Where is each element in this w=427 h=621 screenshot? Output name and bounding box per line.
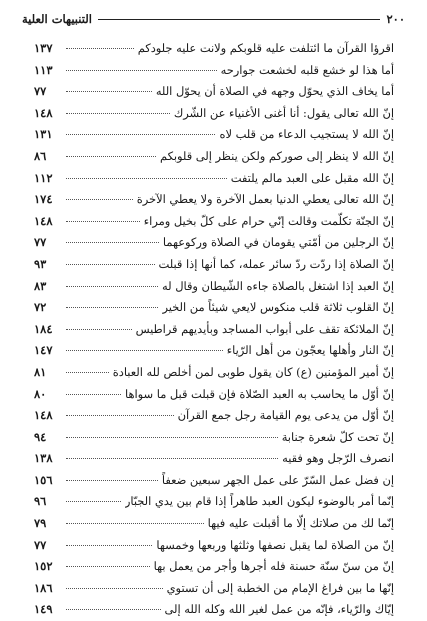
index-entry <box>34 146 394 168</box>
entry-page-number: ١١٣ <box>34 62 53 77</box>
entry-text: إنّها ما بين فراغ الإمام من الخطبة إلى أن تستوي <box>166 580 394 595</box>
entry-text: إنّ الملائكة تقف على أبواب المساجد وبأيديهم قراطيس <box>135 321 394 336</box>
entry-page-number: ٧٩ <box>34 516 47 531</box>
page-number: ٢٠٠ <box>386 12 405 26</box>
entry-page-number: ١٤٨ <box>34 213 53 228</box>
entry-page-number: ١٤٨ <box>34 408 53 423</box>
entry-text: إنّ الله مقبل على العبد مالم يلتفت <box>230 170 394 185</box>
dot-leader <box>66 70 217 71</box>
dot-leader <box>66 437 278 438</box>
index-entry <box>34 60 394 82</box>
index-entry <box>34 470 394 492</box>
index-entry <box>34 254 394 276</box>
dot-leader <box>66 242 159 243</box>
entry-text: إنّ الله تعالى يعطي الدنيا بعمل الآخرة ولا يعطي الآخرة <box>136 192 394 207</box>
entry-page-number: ١٥٢ <box>34 559 53 574</box>
entry-page-number: ١٨٦ <box>34 580 53 595</box>
index-entry <box>34 535 394 557</box>
dot-leader <box>66 609 161 610</box>
index-entry <box>34 556 394 578</box>
entry-page-number: ١٣١ <box>34 127 53 142</box>
entry-page-number: ٧٧ <box>34 537 47 552</box>
dot-leader <box>66 545 152 546</box>
dot-leader <box>66 156 156 157</box>
entry-text: إنّ أوّل من يدعى يوم القيامة رجل جمع القرآن <box>177 408 394 423</box>
entry-page-number: ٨١ <box>34 364 47 379</box>
entry-text: إنّ أمير المؤمنين (ع) كان يقول طوبى لمن أخلص لله العبادة <box>112 364 394 379</box>
dot-leader <box>66 199 133 200</box>
index-entry <box>34 513 394 535</box>
index-entry <box>34 81 394 103</box>
index-list <box>34 38 394 621</box>
entry-page-number: ٨٦ <box>34 148 47 163</box>
entry-text: أما يخاف الذي يحوّل وجهه في الصلاة أن يحوّل الله <box>155 84 394 99</box>
index-entry <box>34 124 394 146</box>
index-entry <box>34 599 394 621</box>
entry-page-number: ١٤٩ <box>34 602 53 617</box>
index-entry <box>34 405 394 427</box>
dot-leader <box>66 286 158 287</box>
entry-page-number: ٩٤ <box>34 429 47 444</box>
running-title: التنبيهات العلية <box>22 12 92 26</box>
entry-page-number: ١٤٨ <box>34 105 53 120</box>
entry-text: انصرف الرّجل وهو فقيه <box>282 451 394 466</box>
entry-text: إنّ العبد إذا اشتغل بالصلاة جاءه الشّيطان وقال له <box>162 278 394 293</box>
dot-leader <box>66 307 158 308</box>
index-entry <box>34 38 394 60</box>
entry-text: إنّ الله لا ينظر إلى صوركم ولكن ينظر إلى قلوبكم <box>160 148 394 163</box>
index-entry <box>34 211 394 233</box>
dot-leader <box>66 264 155 265</box>
dot-leader <box>66 480 158 481</box>
entry-page-number: ١٥٦ <box>34 472 53 487</box>
entry-page-number: ٧٧ <box>34 84 47 99</box>
dot-leader <box>66 91 152 92</box>
entry-page-number: ١٨٤ <box>34 321 53 336</box>
entry-text: إنّ الصلاة إذا ردّت ردّ سائر عمله، كما أنها إذا قبلت <box>158 256 394 271</box>
entry-text: إنّما لك من صلاتك إلّا ما أقبلت عليه فيها <box>207 516 394 531</box>
entry-page-number: ٧٢ <box>34 300 47 315</box>
page-header <box>22 10 405 28</box>
entry-text: إيّاك والرّياء، فإنّه من عمل لغير الله وكله الله إلى <box>164 602 394 617</box>
header-rule <box>98 19 381 20</box>
entry-text: إنّ الرجلين من أمّتي يقومان في الصلاة وركوعهما <box>162 235 394 250</box>
dot-leader <box>66 329 132 330</box>
entry-text: إنّ الجنّة تكلّمت وقالت إنّي حرام على كلّ بخيل ومراء <box>143 213 394 228</box>
index-entry <box>34 189 394 211</box>
dot-leader <box>66 178 227 179</box>
dot-leader <box>66 501 121 502</box>
dot-leader <box>66 134 215 135</box>
entry-page-number: ٧٧ <box>34 235 47 250</box>
entry-page-number: ١١٢ <box>34 170 53 185</box>
index-entry <box>34 578 394 600</box>
dot-leader <box>66 350 223 351</box>
entry-text: إنّ الله لا يستجيب الدعاء من قلب لاه <box>219 127 394 142</box>
dot-leader <box>66 415 174 416</box>
index-entry <box>34 427 394 449</box>
dot-leader <box>66 48 134 49</box>
entry-text: أما هذا لو خشع قلبه لخشعت جوارحه <box>220 62 394 77</box>
entry-page-number: ١٤٧ <box>34 343 53 358</box>
entry-page-number: ١٣٧ <box>34 41 53 55</box>
index-entry <box>34 232 394 254</box>
entry-page-number: ٨٣ <box>34 278 47 293</box>
entry-page-number: ١٧٤ <box>34 192 53 207</box>
index-entry <box>34 297 394 319</box>
entry-page-number: ٨٠ <box>34 386 47 401</box>
index-entry <box>34 384 394 406</box>
index-entry <box>34 340 394 362</box>
entry-text: إنّ تحت كلّ شعرة جنابة <box>281 429 394 444</box>
entry-page-number: ١٣٨ <box>34 451 53 466</box>
dot-leader <box>66 588 163 589</box>
entry-text: إنّ من الصلاة لما يقبل نصفها وثلثها وربعها وخمسها <box>156 537 394 552</box>
dot-leader <box>66 221 140 222</box>
index-entry <box>34 362 394 384</box>
entry-text: إن فضل عمل السّرّ على عمل الجهر سبعين ضعفاً <box>161 472 394 487</box>
dot-leader <box>66 372 109 373</box>
entry-text: إنّما أمر بالوضوء ليكون العبد طاهراً إذا قام بين يدي الجبّار <box>124 494 394 509</box>
entry-text: إنّ الله تعالى يقول: أنا أغنى الأغنياء عن الشّرك <box>173 105 394 120</box>
dot-leader <box>66 394 121 395</box>
entry-text: إنّ النار وأهلها يعجّون من أهل الرّياء <box>226 343 394 358</box>
entry-page-number: ٩٦ <box>34 494 47 509</box>
dot-leader <box>66 523 204 524</box>
dot-leader <box>66 113 170 114</box>
index-entry <box>34 168 394 190</box>
entry-page-number: ٩٣ <box>34 256 47 271</box>
entry-text: اقرؤا القرآن ما ائتلفت عليه قلوبكم ولانت عليه جلودكم <box>137 41 394 55</box>
entry-text: إنّ أوّل ما يحاسب به العبد الصّلاة فإن قبلت قبل ما سواها <box>125 386 394 401</box>
entry-text: إنّ القلوب ثلاثة قلب منكوس لايعي شيئاً من الخير <box>162 300 394 315</box>
dot-leader <box>66 458 278 459</box>
index-entry <box>34 276 394 298</box>
index-entry <box>34 491 394 513</box>
index-entry <box>34 103 394 125</box>
dot-leader <box>66 566 150 567</box>
index-entry <box>34 319 394 341</box>
entry-text: إنّ من سنّ سنّة حسنة فله أجرها وأجر من يعمل بها <box>153 559 394 574</box>
index-entry <box>34 448 394 470</box>
